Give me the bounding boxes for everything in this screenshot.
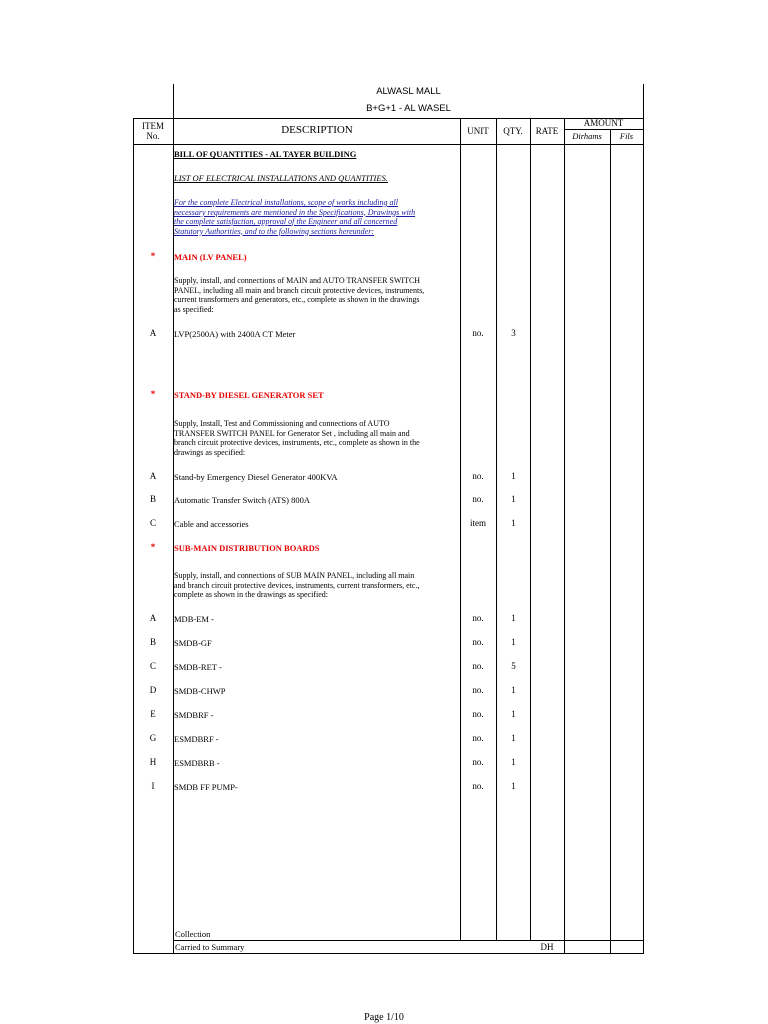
col-fils-header: Fils [619,131,634,141]
item-description: Automatic Transfer Switch (ATS) 800A [174,495,310,505]
col-item-label: ITEM [142,121,164,131]
col-description-header: DESCRIPTION [281,124,353,136]
intro-note [174,198,415,236]
item-description: SMDB FF PUMP- [174,782,238,792]
item-unit: no. [472,733,484,743]
item-letter: H [149,757,157,767]
item-description: ESMDBRF - [174,734,219,744]
item-qty: 1 [511,733,516,743]
section-description [174,571,419,600]
note-line: Statutory Authorities, and to the following sections hereunder: [174,226,374,236]
section-title: SUB-MAIN DISTRIBUTION BOARDS [174,543,320,553]
item-unit: no. [472,613,484,623]
item-qty: 1 [511,613,516,623]
section-bullet: * [150,389,156,399]
item-unit: no. [472,757,484,767]
note-line: the complete satisfaction, approval of the Engineer and all concerned [174,217,398,226]
desc-line: TRANSFER SWITCH PANEL for Generator Set , including all main and [174,428,410,438]
item-qty: 1 [511,757,516,767]
item-unit: no. [472,471,484,481]
item-unit: no. [472,685,484,695]
item-letter: B [149,637,156,647]
item-qty: 1 [511,781,516,791]
desc-line: Supply, install, and connections of MAIN and AUTO TRANSFER SWITCH [174,276,421,285]
item-letter: C [149,518,156,528]
item-description: SMDB-GF [174,638,212,648]
item-unit: item [470,518,486,528]
item-qty: 1 [511,685,516,695]
item-description: ESMDBRB - [174,758,220,768]
desc-line: Supply, Install, Test and Commissioning and connections of AUTO [174,419,390,428]
page-number: Page 1/10 [364,1012,404,1023]
section-title: STAND-BY DIESEL GENERATOR SET [174,390,324,400]
item-description: Cable and accessories [174,519,249,529]
item-qty: 1 [511,709,516,719]
col-item-no-label: No. [146,131,160,141]
carried-to-summary-label: Carried to Summary [175,942,245,952]
col-unit-header: UNIT [467,126,489,136]
item-unit: no. [472,637,484,647]
desc-line: and branch circuit protective devices, instruments, current transformers, etc., [174,580,420,590]
currency-label: DH [540,942,554,952]
item-description: MDB-EM - [174,614,214,624]
section-title: MAIN (LV PANEL) [174,252,247,262]
collection-label: Collection [175,929,211,939]
desc-line: current transformers and generators, etc., complete as shown in the drawings [174,295,420,304]
col-item-header [133,121,173,141]
item-qty: 3 [511,328,516,338]
desc-line: Supply, install, and connections of SUB MAIN PANEL, including all main [174,571,415,580]
item-unit: no. [472,494,484,504]
item-qty: 1 [511,494,516,504]
col-rate-header: RATE [535,126,559,136]
item-letter: I [151,781,155,791]
item-description: SMDBRF - [174,710,214,720]
item-letter: A [149,328,157,338]
desc-line: complete as shown in the drawings as specified: [174,590,328,599]
project-title: ALWASL MALL [376,86,441,97]
desc-line: as specified: [174,304,214,314]
item-letter: B [149,494,156,504]
item-unit: no. [472,781,484,791]
desc-line: PANEL, including all main and branch circuit protective devices, instruments, [174,285,425,295]
col-amount-header: AMOUNT [583,118,624,128]
item-letter: A [149,613,157,623]
item-description: Stand-by Emergency Diesel Generator 400KVA [174,472,338,482]
note-line: necessary requirements are mentioned in the Specifications, Drawings with [174,207,416,217]
section-bullet: * [150,542,156,552]
section-description [174,419,420,457]
desc-line: drawings as specified: [174,447,246,457]
item-letter: G [149,733,157,743]
col-dirhams-header: Dirhams [572,131,602,141]
item-unit: no. [472,709,484,719]
item-letter: A [149,471,157,481]
item-unit: no. [472,328,484,338]
item-letter: D [149,685,157,695]
section-description [174,276,424,314]
item-description: SMDB-RET - [174,662,222,672]
item-unit: no. [472,661,484,671]
item-qty: 5 [511,661,516,671]
item-letter: E [150,709,156,719]
boq-title: BILL OF QUANTITIES - AL TAYER BUILDING [174,149,357,159]
note-line: For the complete Electrical installations, scope of works including all [174,198,398,207]
section-bullet: * [150,251,156,261]
item-qty: 1 [511,518,516,528]
project-subtitle: B+G+1 - AL WASEL [366,103,451,114]
col-qty-header: QTY. [503,126,523,136]
list-title: LIST OF ELECTRICAL INSTALLATIONS AND QUANTITIES. [174,173,388,183]
item-description: LVP(2500A) with 2400A CT Meter [174,329,296,339]
desc-line: branch circuit protective devices, instruments, etc., complete as shown in the [174,438,420,447]
item-qty: 1 [511,471,516,481]
item-description: SMDB-CHWP [174,686,226,696]
item-qty: 1 [511,637,516,647]
item-letter: C [149,661,156,671]
